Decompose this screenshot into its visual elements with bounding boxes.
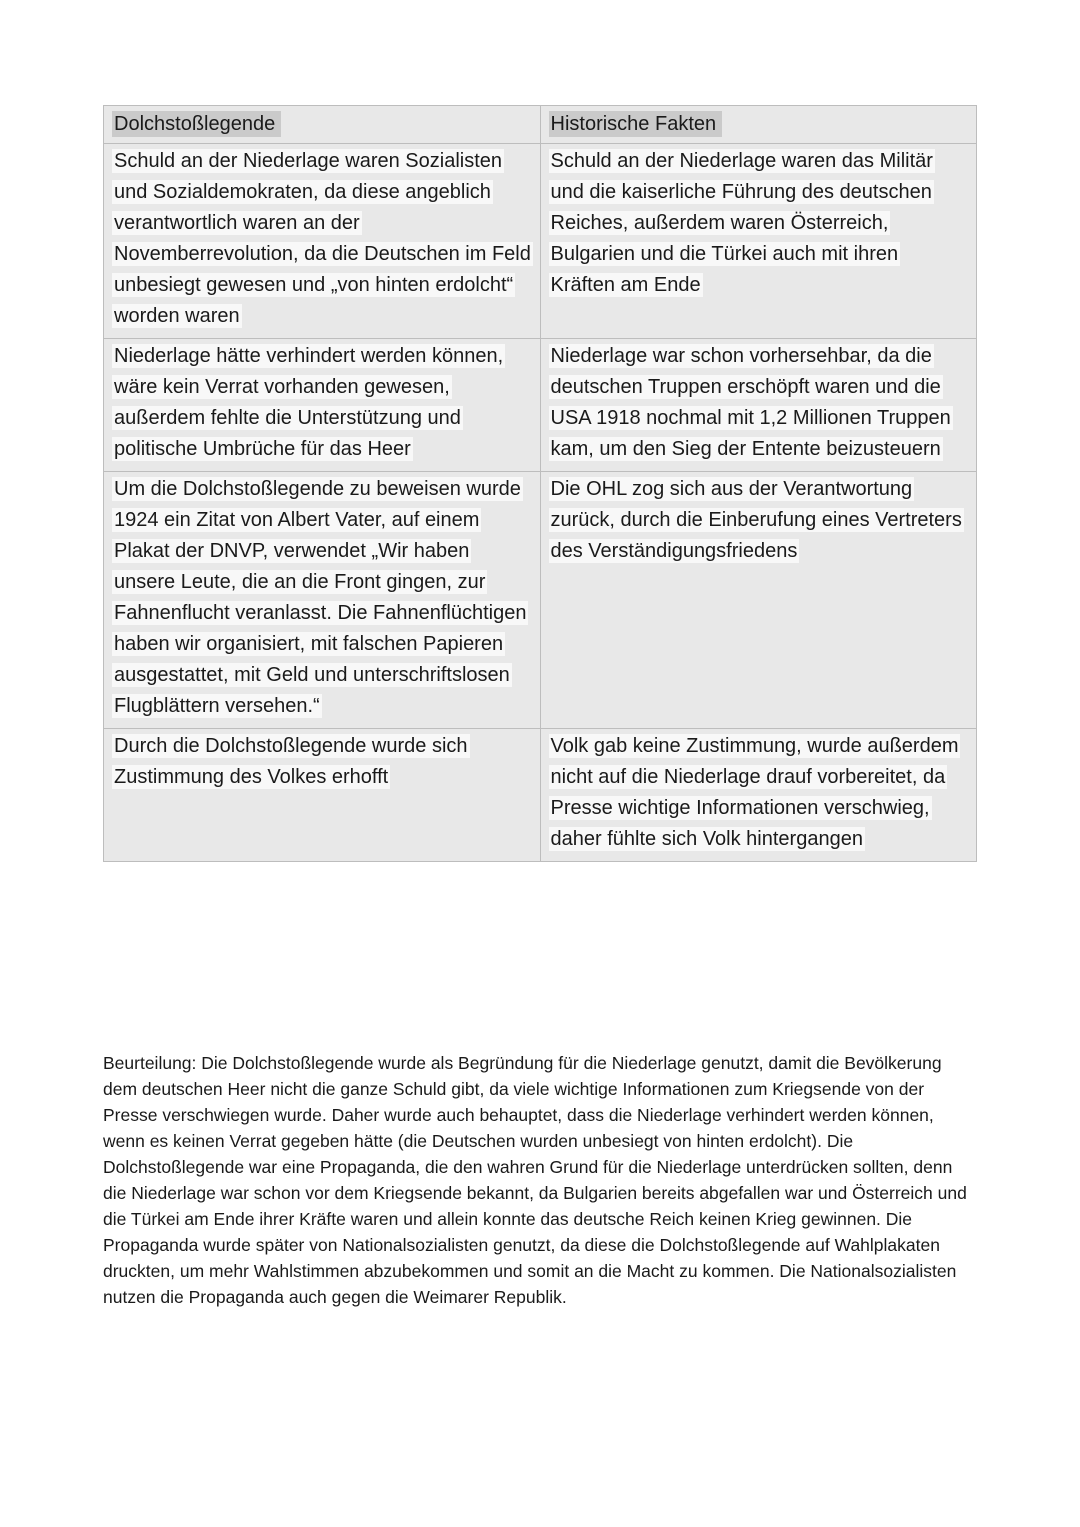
table-header-label-historische-fakten: Historische Fakten <box>549 111 723 137</box>
cell-text: Durch die Dolchstoßlegende wurde sich Zustimmung des Volkes erhofft <box>114 735 468 788</box>
table-row <box>104 729 977 862</box>
table-cell-legend <box>104 472 541 729</box>
table-row <box>104 144 977 339</box>
cell-text: Volk gab keine Zustimmung, wurde außerdem nicht auf die Niederlage drauf vorbereitet, da Presse wichtige Informationen verschwieg, daher fühlte sich Volk hintergangen <box>550 735 959 850</box>
cell-text: Um die Dolchstoßlegende zu beweisen wurde 1924 ein Zitat von Albert Vater, auf einem Plakat der DNVP, verwendet „Wir haben unsere Leute, die an die Front gingen, zur Fahnenflucht veranlasst. Die Fahnenflüchtigen haben wir organisiert, mit falschen Papieren ausgestattet, mit Geld und unterschriftslosen Flugblättern versehen.“ <box>114 478 527 717</box>
table-header-cell-dolchstosslegende <box>104 106 541 144</box>
table-header-row <box>104 106 977 144</box>
cell-text: Schuld an der Niederlage waren Sozialisten und Sozialdemokraten, da diese angeblich verantwortlich waren an der Novemberrevolution, da die Deutschen im Feld unbesiegt gewesen und „von hinten erdolcht“ worden waren <box>114 150 531 327</box>
table-cell-legend <box>104 339 541 472</box>
assessment-text: Beurteilung: Die Dolchstoßlegende wurde als Begründung für die Niederlage genutzt, damit die Bevölkerung dem deutschen Heer nicht die ganze Schuld gibt, da viele wichtige Informationen zum Kriegsende von der Presse verschwiegen wurde. Daher wurde auch behauptet, dass die Niederlage verhindert werden können, wenn es keinen Verrat gegeben hätte (die Deutschen wurden unbesiegt von hinten erdolcht). Die Dolchstoßlegende war eine Propaganda, die den wahren Grund für die Niederlage unterdrücken sollten, denn die Niederlage war schon vor dem Kriegsende bekannt, da Bulgarien bereits abgefallen war und Österreich und die Türkei am Ende ihrer Kräfte waren und allein konnte das deutsche Reich keinen Krieg gewinnen. Die Propaganda wurde später von Nationalsozialisten genutzt, da diese die Dolchstoßlegende auf Wahlplakaten druckten, um mehr Wahlstimmen abzubekommen und somit an die Macht zu kommen. Die Nationalsozialisten nutzen die Propaganda auch gegen die Weimarer Republik. <box>103 1053 967 1307</box>
assessment-paragraph <box>103 1050 975 1310</box>
table-cell-facts <box>540 339 977 472</box>
table-cell-legend <box>104 729 541 862</box>
cell-text: Die OHL zog sich aus der Verantwortung zurück, durch die Einberufung eines Vertreters des Verständigungsfriedens <box>550 478 962 562</box>
table-cell-facts <box>540 144 977 339</box>
table-cell-facts <box>540 729 977 862</box>
table-cell-facts <box>540 472 977 729</box>
table-cell-legend <box>104 144 541 339</box>
cell-text: Niederlage hätte verhindert werden können, wäre kein Verrat vorhanden gewesen, außerdem fehlte die Unterstützung und politische Umbrüche für das Heer <box>114 345 504 460</box>
table-row <box>104 472 977 729</box>
table-header-cell-historische-fakten <box>540 106 977 144</box>
table-row <box>104 339 977 472</box>
cell-text: Schuld an der Niederlage waren das Militär und die kaiserliche Führung des deutschen Reiches, außerdem waren Österreich, Bulgarien und die Türkei auch mit ihren Kräften am Ende <box>550 150 933 296</box>
table-header-label-dolchstosslegende: Dolchstoßlegende <box>112 111 281 137</box>
comparison-table <box>103 105 977 862</box>
cell-text: Niederlage war schon vorhersehbar, da die deutschen Truppen erschöpft waren und die USA 1918 nochmal mit 1,2 Millionen Truppen kam, um den Sieg der Entente beizusteuern <box>550 345 951 460</box>
